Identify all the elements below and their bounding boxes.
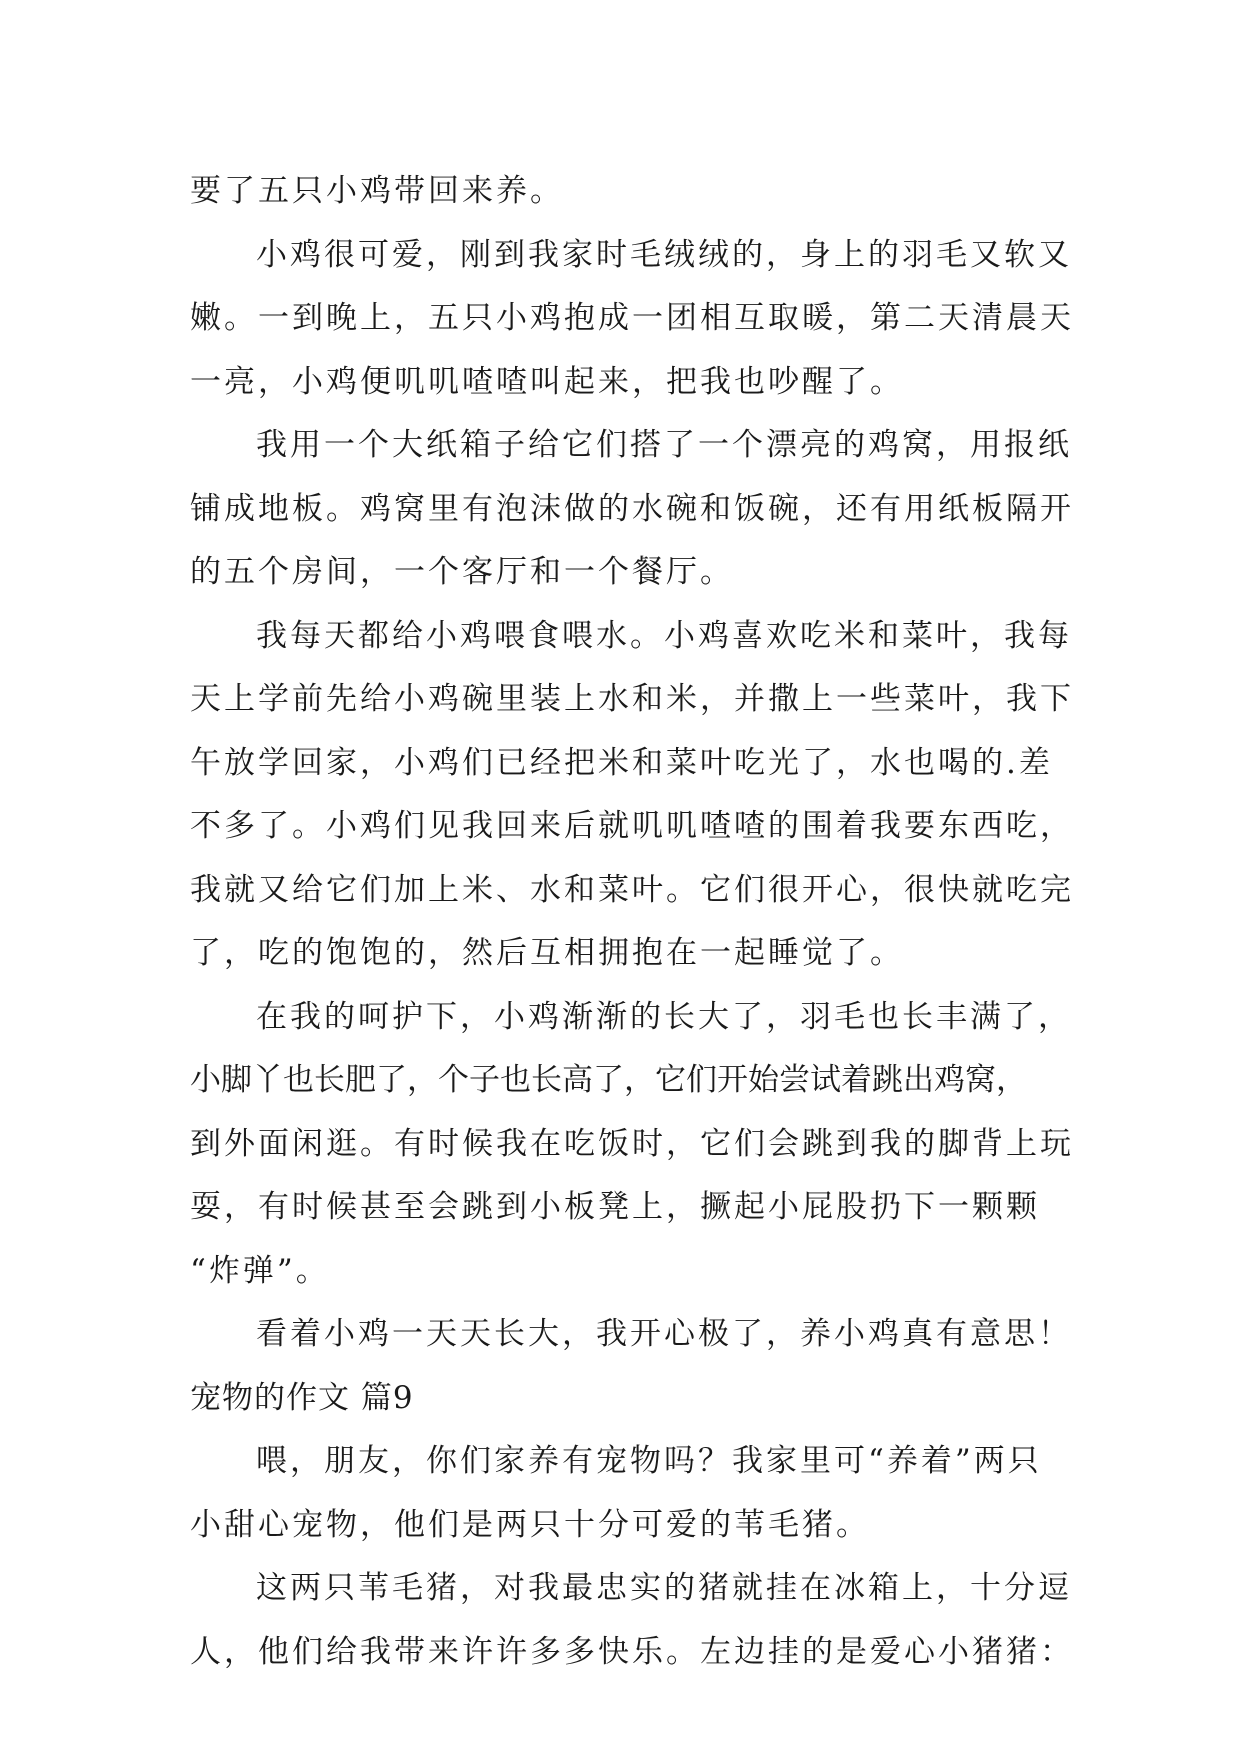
paragraph-start-line: 我用一个大纸箱子给它们搭了一个漂亮的鸡窝，用报纸 [256,427,1072,463]
text-line: 天上学前先给小鸡碗里装上水和米，并撒上一些菜叶，我下 [190,681,1074,717]
essay-body [190,160,1074,1684]
text-line: 不多了。小鸡们见我回来后就叽叽喳喳的围着我要东西吃， [190,808,1074,844]
text-line: 到外面闲逛。有时候我在吃饭时，它们会跳到我的脚背上玩 [190,1125,1074,1162]
paragraph-start-line: 看着小鸡一天天长大，我开心极了，养小鸡真有意思！ [256,1316,1072,1352]
text-line: 耍，有时候甚至会跳到小板凳上，撅起小屁股扔下一颗颗 [190,1189,1040,1225]
paragraph-start-line: 在我的呵护下，小鸡渐渐的长大了，羽毛也长丰满了， [256,998,1072,1035]
text-line: 嫩。一到晚上，五只小鸡抱成一团相互取暖，第二天清晨天 [190,300,1074,336]
text-line: 小脚丫也长肥了，个子也长高了，它们开始尝试着跳出鸡窝， [190,1062,1027,1098]
text-line: 的五个房间，一个客厅和一个餐厅。 [190,554,734,590]
paragraph-start-line: 小鸡很可爱，刚到我家时毛绒绒的，身上的羽毛又软又 [256,236,1072,273]
text-line: “炸弹”。 [190,1252,330,1289]
text-line: 小甜心宠物，他们是两只十分可爱的苇毛猪。 [190,1506,870,1543]
paragraph-start-line: 我每天都给小鸡喂食喂水。小鸡喜欢吃米和菜叶，我每 [256,617,1072,654]
text-line: 我就又给它们加上米、水和菜叶。它们很开心，很快就吃完 [190,871,1074,908]
text-line: 人，他们给我带来许许多多快乐。左边挂的是爱心小猪猪： [190,1633,1074,1670]
text-line: 铺成地板。鸡窝里有泡沫做的水碗和饭碗，还有用纸板隔开 [190,490,1074,527]
section-heading: 宠物的作文 篇9 [190,1379,414,1416]
paragraph-start-line: 喂，朋友，你们家养有宠物吗？我家里可“养着”两只 [256,1443,1042,1479]
paragraph-start-line: 这两只苇毛猪，对我最忠实的猪就挂在冰箱上，十分逗 [256,1570,1072,1606]
text-line: 要了五只小鸡带回来养。 [190,173,564,209]
text-line: 了，吃的饱饱的，然后互相拥抱在一起睡觉了。 [190,935,904,971]
text-line: 午放学回家，小鸡们已经把米和菜叶吃光了，水也喝的.差 [190,744,1053,781]
text-line: 一亮，小鸡便叽叽喳喳叫起来，把我也吵醒了。 [190,363,904,400]
